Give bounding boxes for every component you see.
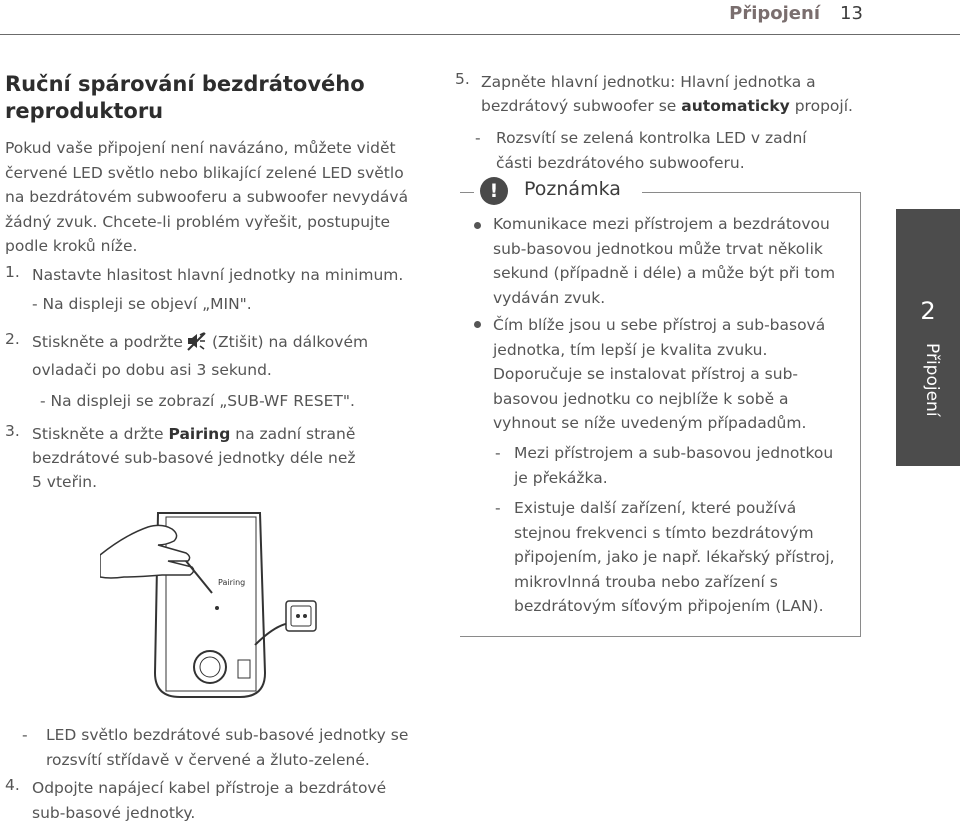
step-2-text-c: ovladači po dobu asi 3 sekund. bbox=[32, 361, 272, 379]
step-1-sub: - Na displeji se objeví „MIN". bbox=[32, 295, 252, 313]
step-2-number: 2. bbox=[5, 330, 20, 348]
note-bullet-1 bbox=[474, 222, 481, 229]
note-sub-2: Existuje další zařízení, které používá stejnou frekvenci s tímto bezdrátovým připojením, jako je např. lékařský přístroj, mikrovlnná trouba nebo zařízení s bezdrátovým síťovým připojením (LAN). bbox=[514, 499, 835, 615]
automatic-word: automaticky bbox=[681, 97, 790, 115]
step-3-text-d: 5 vteřin. bbox=[32, 473, 98, 491]
chapter-label: Připojení bbox=[922, 343, 942, 417]
intro-paragraph: Pokud vaše připojení není navázáno, můžete vidět červené LED světlo nebo blikající zelené LED světlo na bezdrátovém subwooferu a subwoofer nevydává žádný zvuk. Chcete-li problém vyřešit, postupujte podle kroků níže. bbox=[5, 139, 409, 255]
subwoofer-illustration bbox=[100, 505, 340, 705]
step-2-sub: - Na displeji se zobrazí „SUB-WF RESET". bbox=[40, 392, 355, 410]
step-4-number: 4. bbox=[5, 776, 20, 794]
step-2-text-a: Stiskněte a podržte bbox=[32, 333, 183, 351]
step-5-sub: Rozsvítí se zelená kontrolka LED v zadní části bezdrátového subwooferu. bbox=[496, 129, 807, 172]
chapter-number: 2 bbox=[920, 297, 936, 325]
step-3-number: 3. bbox=[5, 422, 20, 440]
step-3-text-c: bezdrátové sub-basové jednotky déle než bbox=[32, 449, 356, 467]
step-5-sub-dash: - bbox=[475, 129, 481, 147]
running-header-section: Připojení bbox=[729, 3, 820, 24]
step-1-number: 1. bbox=[5, 263, 20, 281]
note-title: Poznámka bbox=[524, 178, 621, 200]
note-item-1: Komunikace mezi přístrojem a bezdrátovou sub-basovou jednotkou může trvat několik sekund (případně i déle) a může být při tom vydáván zvuk. bbox=[493, 215, 836, 307]
step-1-text: Nastavte hlasitost hlavní jednotky na minimum. bbox=[32, 266, 404, 284]
mute-icon bbox=[185, 330, 207, 352]
header-rule bbox=[0, 34, 960, 35]
page-number: 13 bbox=[840, 3, 863, 24]
step-4-text: Odpojte napájecí kabel přístroje a bezdrátové sub-basové jednotky. bbox=[32, 779, 387, 822]
note-border-right bbox=[860, 192, 861, 637]
step-2-text-b: (Ztišit) na dálkovém bbox=[212, 333, 369, 351]
step-5-line-2 bbox=[481, 94, 881, 119]
step-5-number: 5. bbox=[455, 70, 470, 88]
step-3-text-b: na zadní straně bbox=[235, 425, 356, 443]
chapter-tab bbox=[896, 209, 960, 466]
step-3-line-1 bbox=[32, 422, 432, 447]
pairing-button-name: Pairing bbox=[168, 425, 231, 443]
note-sub-1-dash: - bbox=[495, 444, 501, 462]
section-title: Ruční spárování bezdrátového reproduktoru bbox=[5, 72, 365, 123]
note-border-bottom bbox=[460, 636, 861, 637]
note-bullet-2 bbox=[474, 321, 481, 328]
step-3-sub: LED světlo bezdrátové sub-basové jednotky se rozsvítí střídavě v červené a žluto-zelené. bbox=[46, 726, 409, 769]
step-3-sub-dash: - bbox=[22, 726, 28, 744]
note-item-2: Čím blíže jsou u sebe přístroj a sub-basová jednotka, tím lepší je kvalita zvuku. Doporučuje se instalovat přístroj a sub-basovou jednotku co nejblíže k sobě a vyhnout se níže uvedeným případadům. bbox=[493, 316, 826, 432]
step-5-text-c: propojí. bbox=[794, 97, 853, 115]
step-5-text-b: bezdrátový subwoofer se bbox=[481, 97, 677, 115]
note-border-top-right bbox=[642, 192, 860, 193]
step-5-text-a: Zapněte hlavní jednotku: Hlavní jednotka a bbox=[481, 73, 816, 91]
note-border-top-left bbox=[460, 192, 474, 193]
step-3-text-a: Stiskněte a držte bbox=[32, 425, 164, 443]
note-sub-1: Mezi přístrojem a sub-basovou jednotkou je překážka. bbox=[514, 444, 834, 487]
note-sub-2-dash: - bbox=[495, 499, 501, 517]
exclamation-icon: ! bbox=[480, 177, 508, 205]
pairing-label: Pairing bbox=[218, 578, 246, 587]
